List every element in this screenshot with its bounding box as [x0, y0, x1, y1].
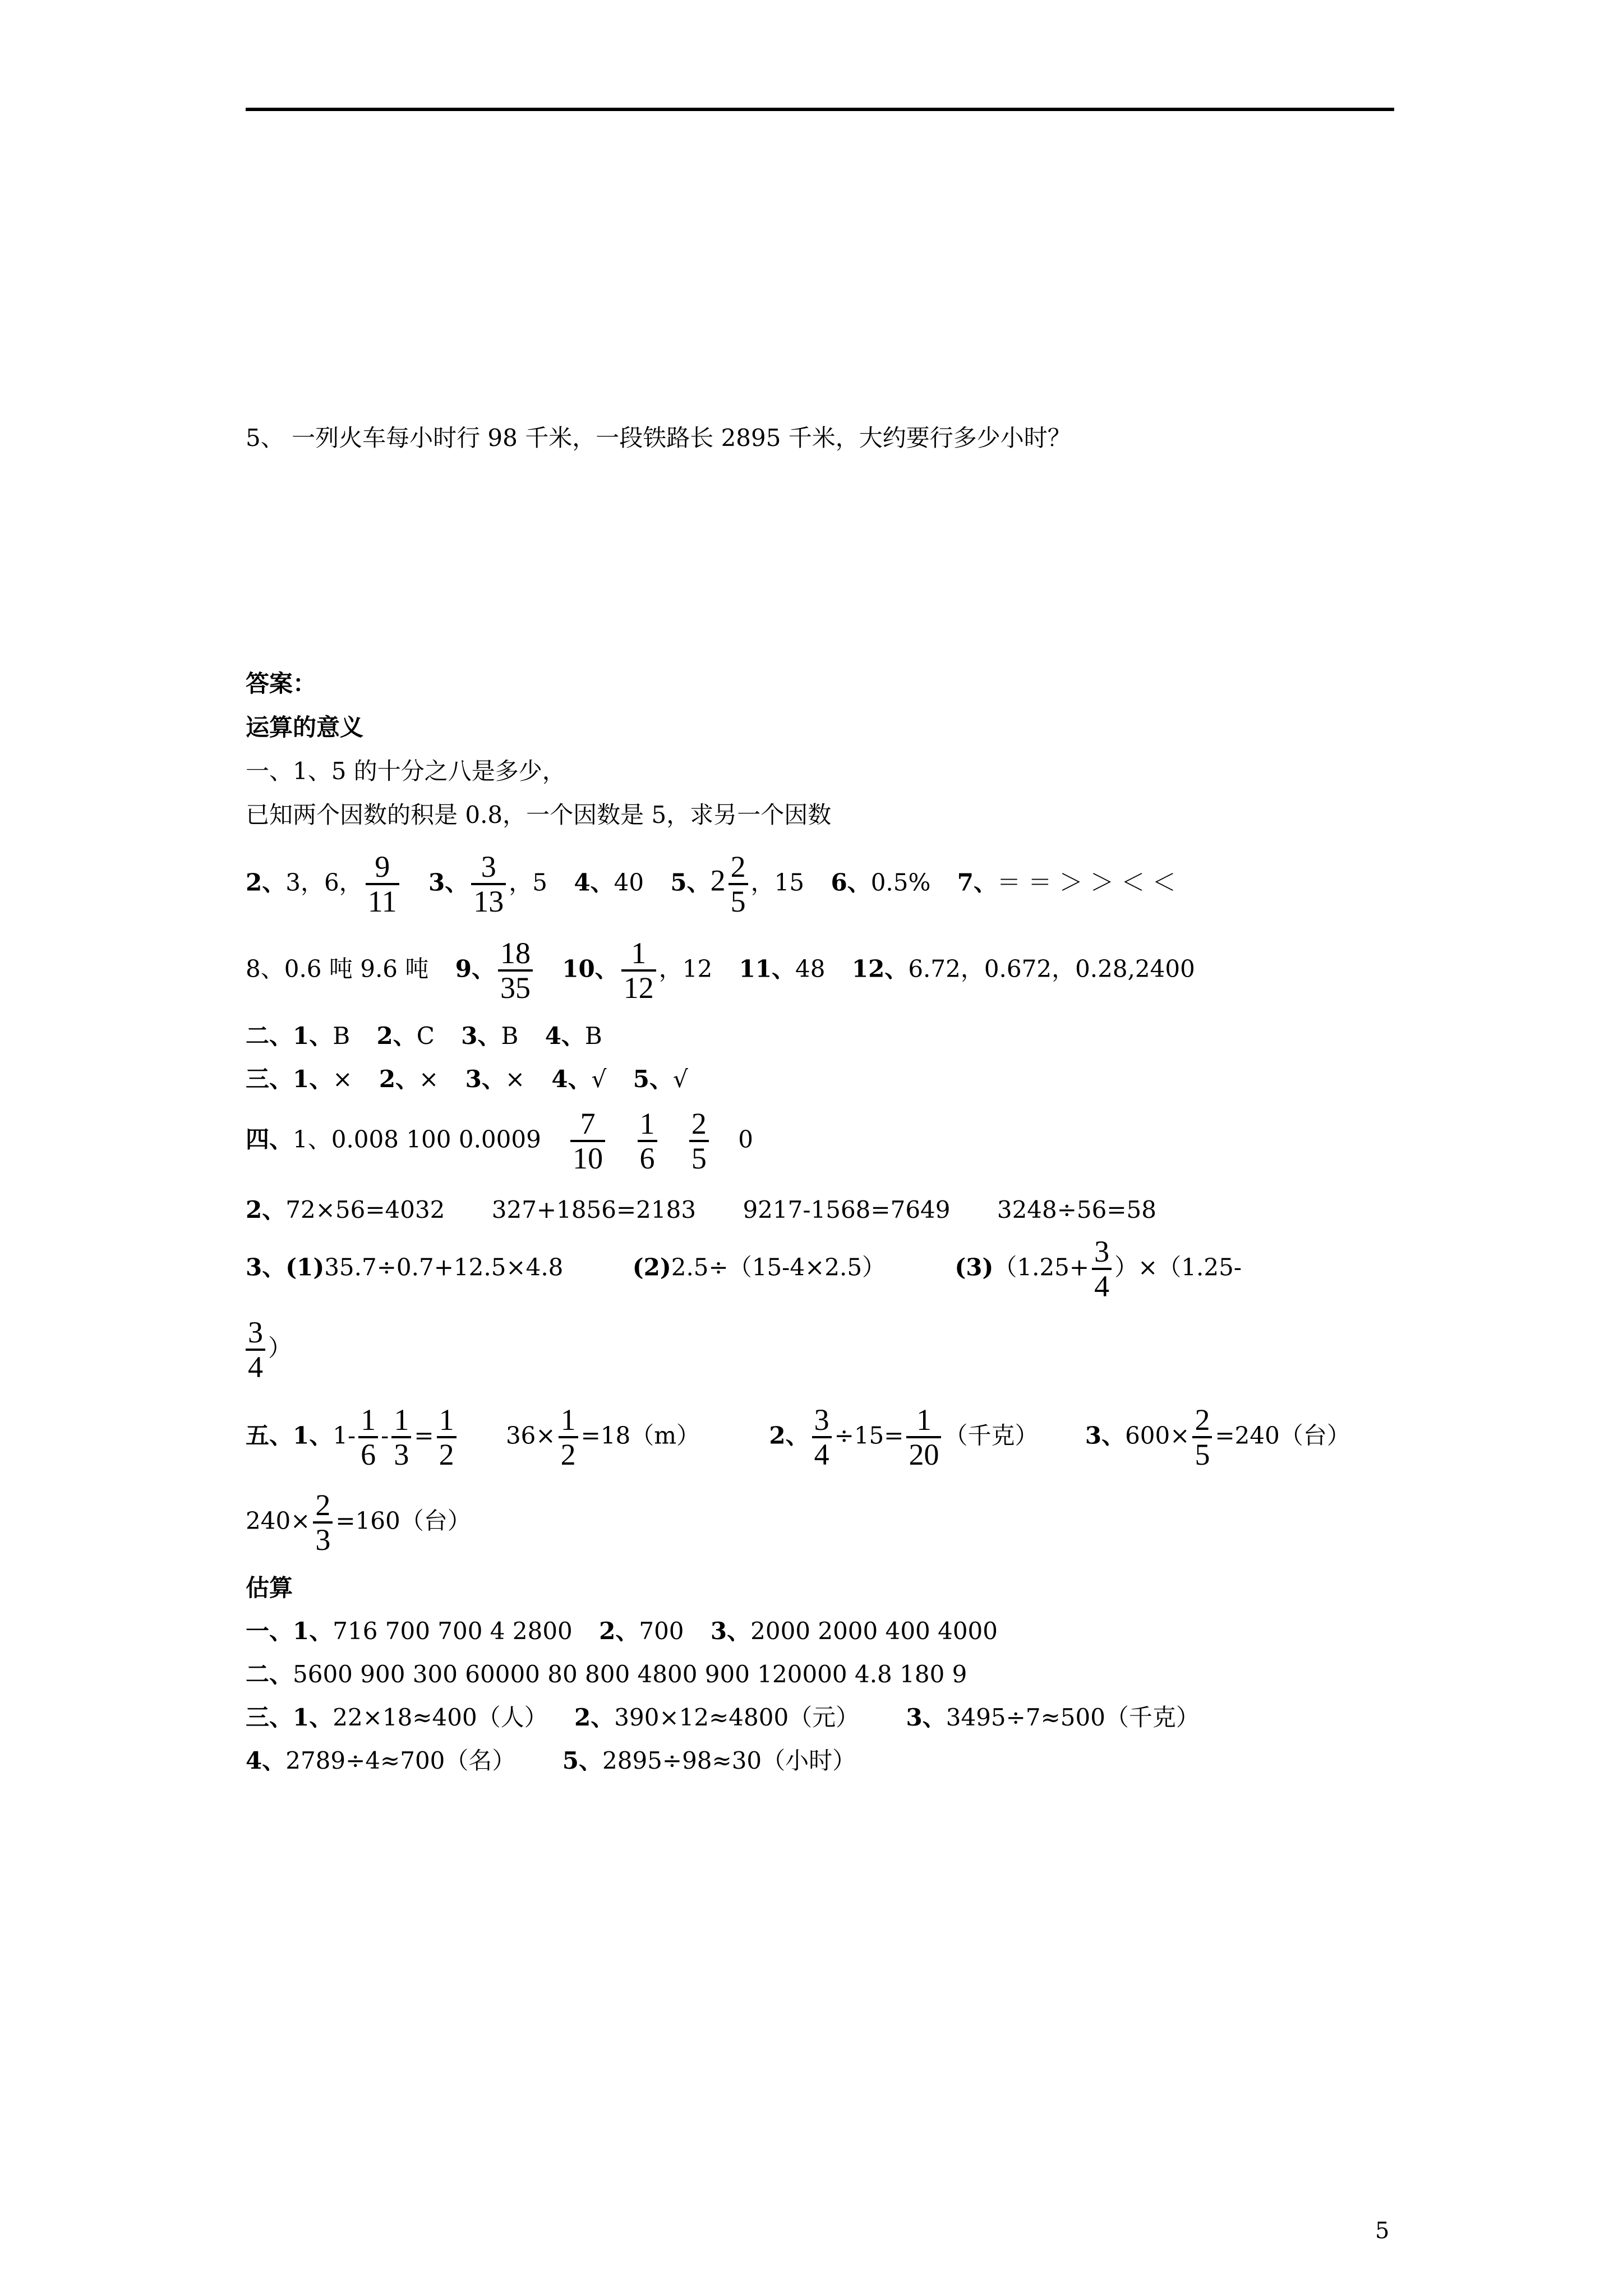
equation: 3248÷56=58 — [997, 1196, 1156, 1223]
numerator: 2 — [691, 1107, 707, 1140]
answer-line-part-4-2 — [246, 1198, 1156, 1222]
denominator: 6 — [638, 1140, 657, 1175]
numerator: 3 — [248, 1315, 263, 1349]
numerator: 1 — [631, 936, 647, 970]
answer-line-part-4-1 — [246, 1107, 753, 1175]
expression: 36× — [505, 1421, 556, 1450]
numerator: 1 — [916, 1403, 932, 1437]
part-label: 四、 — [246, 1125, 293, 1153]
expression: ）×（1.25- — [1114, 1253, 1242, 1281]
whole-number: 2 — [710, 863, 726, 898]
expression: =160（台） — [335, 1507, 471, 1535]
item-label: 3、 — [710, 1617, 751, 1645]
fraction-2-5 — [728, 850, 748, 918]
denominator: 4 — [1092, 1268, 1112, 1303]
item-label: 3、 — [246, 1253, 286, 1281]
item-label: 2、 — [574, 1704, 615, 1731]
denominator: 5 — [1192, 1436, 1212, 1471]
answer-text: B — [333, 1022, 351, 1050]
answer-text: B — [584, 1022, 602, 1050]
fraction-3-4 — [246, 1316, 265, 1384]
sub-label: (2) — [632, 1253, 671, 1281]
item-label: 11、 — [739, 955, 796, 983]
estimation-line-4 — [246, 1749, 856, 1773]
denominator: 6 — [358, 1436, 378, 1471]
answer-line-2-7 — [246, 850, 1176, 918]
part-label: 三、 — [246, 1065, 293, 1093]
item-label: 6、 — [831, 868, 871, 896]
denominator: 5 — [728, 883, 748, 918]
answer-text: 0 — [738, 1125, 753, 1153]
header-rule — [246, 108, 1394, 111]
answer-text: 390×12≈4800（元） — [614, 1704, 860, 1731]
item-label: 4、 — [574, 868, 614, 896]
answer-text: 6.72，0.672，0.28,2400 — [908, 955, 1195, 983]
answer-line-1-1: 一、1、5 的十分之八是多少， — [246, 757, 566, 785]
question-5: 5、 一列火车每小时行 98 千米，一段铁路长 2895 千米，大约要行多少小时？ — [246, 424, 1071, 452]
fraction-1-6 — [358, 1404, 378, 1471]
item-label: 1、 — [293, 1617, 333, 1645]
numerator: 2 — [730, 850, 746, 884]
denominator: 5 — [689, 1140, 709, 1175]
answer-text: 5600 900 300 60000 80 800 4800 900 120000 4.8 180 9 — [293, 1660, 967, 1688]
fraction-3-4 — [1092, 1235, 1112, 1303]
expression: = — [414, 1421, 434, 1450]
answer-text: 3495÷7≈500（千克） — [946, 1704, 1200, 1731]
numerator: 3 — [814, 1403, 829, 1437]
expression: 240× — [246, 1507, 311, 1535]
sub-label: (1) — [285, 1253, 325, 1281]
numerator: 1 — [439, 1403, 454, 1437]
item-label: 3、 — [906, 1704, 946, 1731]
answer-text: 2895÷98≈30（小时） — [602, 1747, 856, 1774]
item-label: 5、 — [670, 868, 711, 896]
estimation-line-2 — [246, 1660, 967, 1688]
answer-text: 2000 2000 400 4000 — [750, 1617, 998, 1645]
answers-heading: 答案： — [246, 670, 317, 697]
section-title-operation-meaning: 运算的意义 — [246, 714, 364, 741]
denominator: 4 — [812, 1436, 832, 1471]
numerator: 2 — [1195, 1403, 1210, 1437]
answer-line-part-2 — [246, 1024, 602, 1048]
item-label: 3、 — [428, 868, 469, 896]
item-label: 3、 — [1085, 1421, 1126, 1450]
expression: （千克） — [944, 1421, 1039, 1450]
answer-text: ＝ ＝ ＞ ＞ ＜ ＜ — [997, 868, 1176, 896]
expression: =18（m） — [580, 1421, 700, 1450]
item-label: 2、 — [379, 1065, 419, 1093]
expression: 2.5÷（15-4×2.5） — [671, 1253, 886, 1281]
part-label: 二、 — [246, 1660, 293, 1688]
item-label: 2、 — [246, 868, 286, 896]
numerator: 1 — [361, 1403, 376, 1437]
answer-line-1-2: 已知两个因数的积是 0.8，一个因数是 5，求另一个因数 — [246, 801, 832, 829]
item-label: 3、 — [465, 1065, 505, 1093]
answer-line-part-3 — [246, 1065, 688, 1093]
answer-text: ，5 — [509, 868, 548, 896]
denominator: 2 — [437, 1436, 457, 1471]
fraction-2-5 — [1192, 1404, 1212, 1471]
denominator: 10 — [570, 1140, 605, 1175]
fraction-7-10 — [570, 1107, 605, 1175]
item-label: 1、 — [293, 1704, 333, 1731]
denominator: 2 — [559, 1436, 578, 1471]
denominator: 20 — [906, 1436, 941, 1471]
expression: =240（台） — [1215, 1421, 1350, 1450]
answer-text: × — [505, 1065, 525, 1093]
fraction-3-13 — [471, 850, 506, 918]
item-label: 3、 — [461, 1022, 501, 1050]
expression: （1.25+ — [993, 1253, 1090, 1281]
answer-text: ，12 — [658, 955, 713, 983]
fraction-1-2 — [437, 1404, 457, 1471]
answer-text: 700 — [639, 1617, 684, 1645]
fraction-2-3 — [313, 1489, 333, 1557]
item-label: 1、 — [293, 1421, 333, 1450]
answer-text: B — [501, 1022, 519, 1050]
answer-line-part-5-cont — [246, 1489, 471, 1557]
item-label: 5、 — [562, 1747, 602, 1774]
answer-line-part-4-3 — [246, 1235, 1242, 1303]
answer-text: √ — [591, 1065, 607, 1093]
item-label: 12、 — [851, 955, 909, 983]
item-label: 7、 — [957, 868, 997, 896]
fraction-1-6 — [638, 1107, 657, 1175]
denominator: 4 — [246, 1349, 265, 1383]
denominator: 12 — [621, 969, 656, 1004]
item-label: 10、 — [562, 955, 619, 983]
answer-text: 0.5% — [870, 868, 931, 896]
expression: 1- — [333, 1421, 356, 1450]
estimation-line-1 — [246, 1619, 998, 1643]
fraction-1-20 — [906, 1404, 941, 1471]
expression: 600× — [1125, 1421, 1190, 1450]
answer-text: 716 700 700 4 2800 — [333, 1617, 573, 1645]
denominator: 35 — [498, 969, 533, 1004]
part-label: 二、 — [246, 1022, 293, 1050]
answer-text: × — [419, 1065, 439, 1093]
item-label: 4、 — [246, 1747, 286, 1774]
section-title-estimation: 估算 — [246, 1574, 293, 1602]
fraction-1-2 — [559, 1404, 578, 1471]
answer-text: ，15 — [750, 868, 805, 896]
denominator: 3 — [313, 1521, 333, 1556]
expression: ÷15= — [834, 1421, 904, 1450]
numerator: 1 — [560, 1403, 576, 1437]
part-label: 一、 — [246, 1617, 293, 1645]
part-label: 三、 — [246, 1704, 293, 1731]
fraction-18-35 — [498, 937, 533, 1005]
item-label: 1、 — [293, 1065, 333, 1093]
fraction-9-11 — [366, 850, 399, 918]
item-label: 2、 — [246, 1196, 286, 1223]
fraction-1-12 — [621, 937, 656, 1005]
answer-line-part-4-3-cont — [246, 1316, 292, 1384]
fraction-2-5 — [689, 1107, 709, 1175]
answer-text: 22×18≈400（人） — [333, 1704, 548, 1731]
numerator: 7 — [580, 1107, 596, 1140]
denominator: 13 — [471, 883, 506, 918]
answer-text: 2789÷4≈700（名） — [285, 1747, 516, 1774]
answer-text: 48 — [795, 955, 826, 983]
answer-text: 1、0.008 100 0.0009 — [293, 1125, 541, 1153]
answer-line-part-5 — [246, 1404, 1350, 1471]
equation: 9217-1568=7649 — [743, 1196, 951, 1223]
equation: 72×56=4032 — [285, 1196, 445, 1223]
fraction-1-3 — [391, 1404, 411, 1471]
numerator: 3 — [481, 850, 496, 884]
item-label: 2、 — [769, 1421, 809, 1450]
item-label: 2、 — [599, 1617, 639, 1645]
answer-line-8-12 — [246, 937, 1195, 1005]
fraction-3-4 — [812, 1404, 832, 1471]
equation: 327+1856=2183 — [491, 1196, 697, 1223]
answer-text: 40 — [614, 868, 644, 896]
item-label: 9、 — [455, 955, 495, 983]
page-number: 5 — [1375, 2218, 1390, 2244]
expression: - — [381, 1421, 389, 1450]
sub-label: (3) — [955, 1253, 994, 1281]
item-label: 1、 — [293, 1022, 333, 1050]
answer-text: × — [333, 1065, 353, 1093]
answer-text: √ — [673, 1065, 688, 1093]
answer-text: C — [416, 1022, 435, 1050]
numerator: 1 — [394, 1403, 409, 1437]
item-label: 4、 — [551, 1065, 592, 1093]
part-label: 五、 — [246, 1421, 293, 1450]
expression: ） — [268, 1334, 292, 1362]
estimation-line-3 — [246, 1706, 1200, 1729]
numerator: 3 — [1094, 1235, 1110, 1268]
denominator: 11 — [366, 883, 399, 918]
numerator: 1 — [639, 1107, 655, 1140]
numerator: 9 — [375, 850, 390, 884]
item-label: 5、 — [633, 1065, 673, 1093]
answer-text: 3，6， — [285, 868, 363, 896]
item-label: 2、 — [376, 1022, 417, 1050]
numerator: 2 — [315, 1488, 331, 1522]
numerator: 18 — [500, 936, 531, 970]
item-label: 4、 — [545, 1022, 585, 1050]
expression: 35.7÷0.7+12.5×4.8 — [324, 1253, 564, 1281]
denominator: 3 — [391, 1436, 411, 1471]
answer-text: 8、0.6 吨 9.6 吨 — [246, 955, 429, 983]
